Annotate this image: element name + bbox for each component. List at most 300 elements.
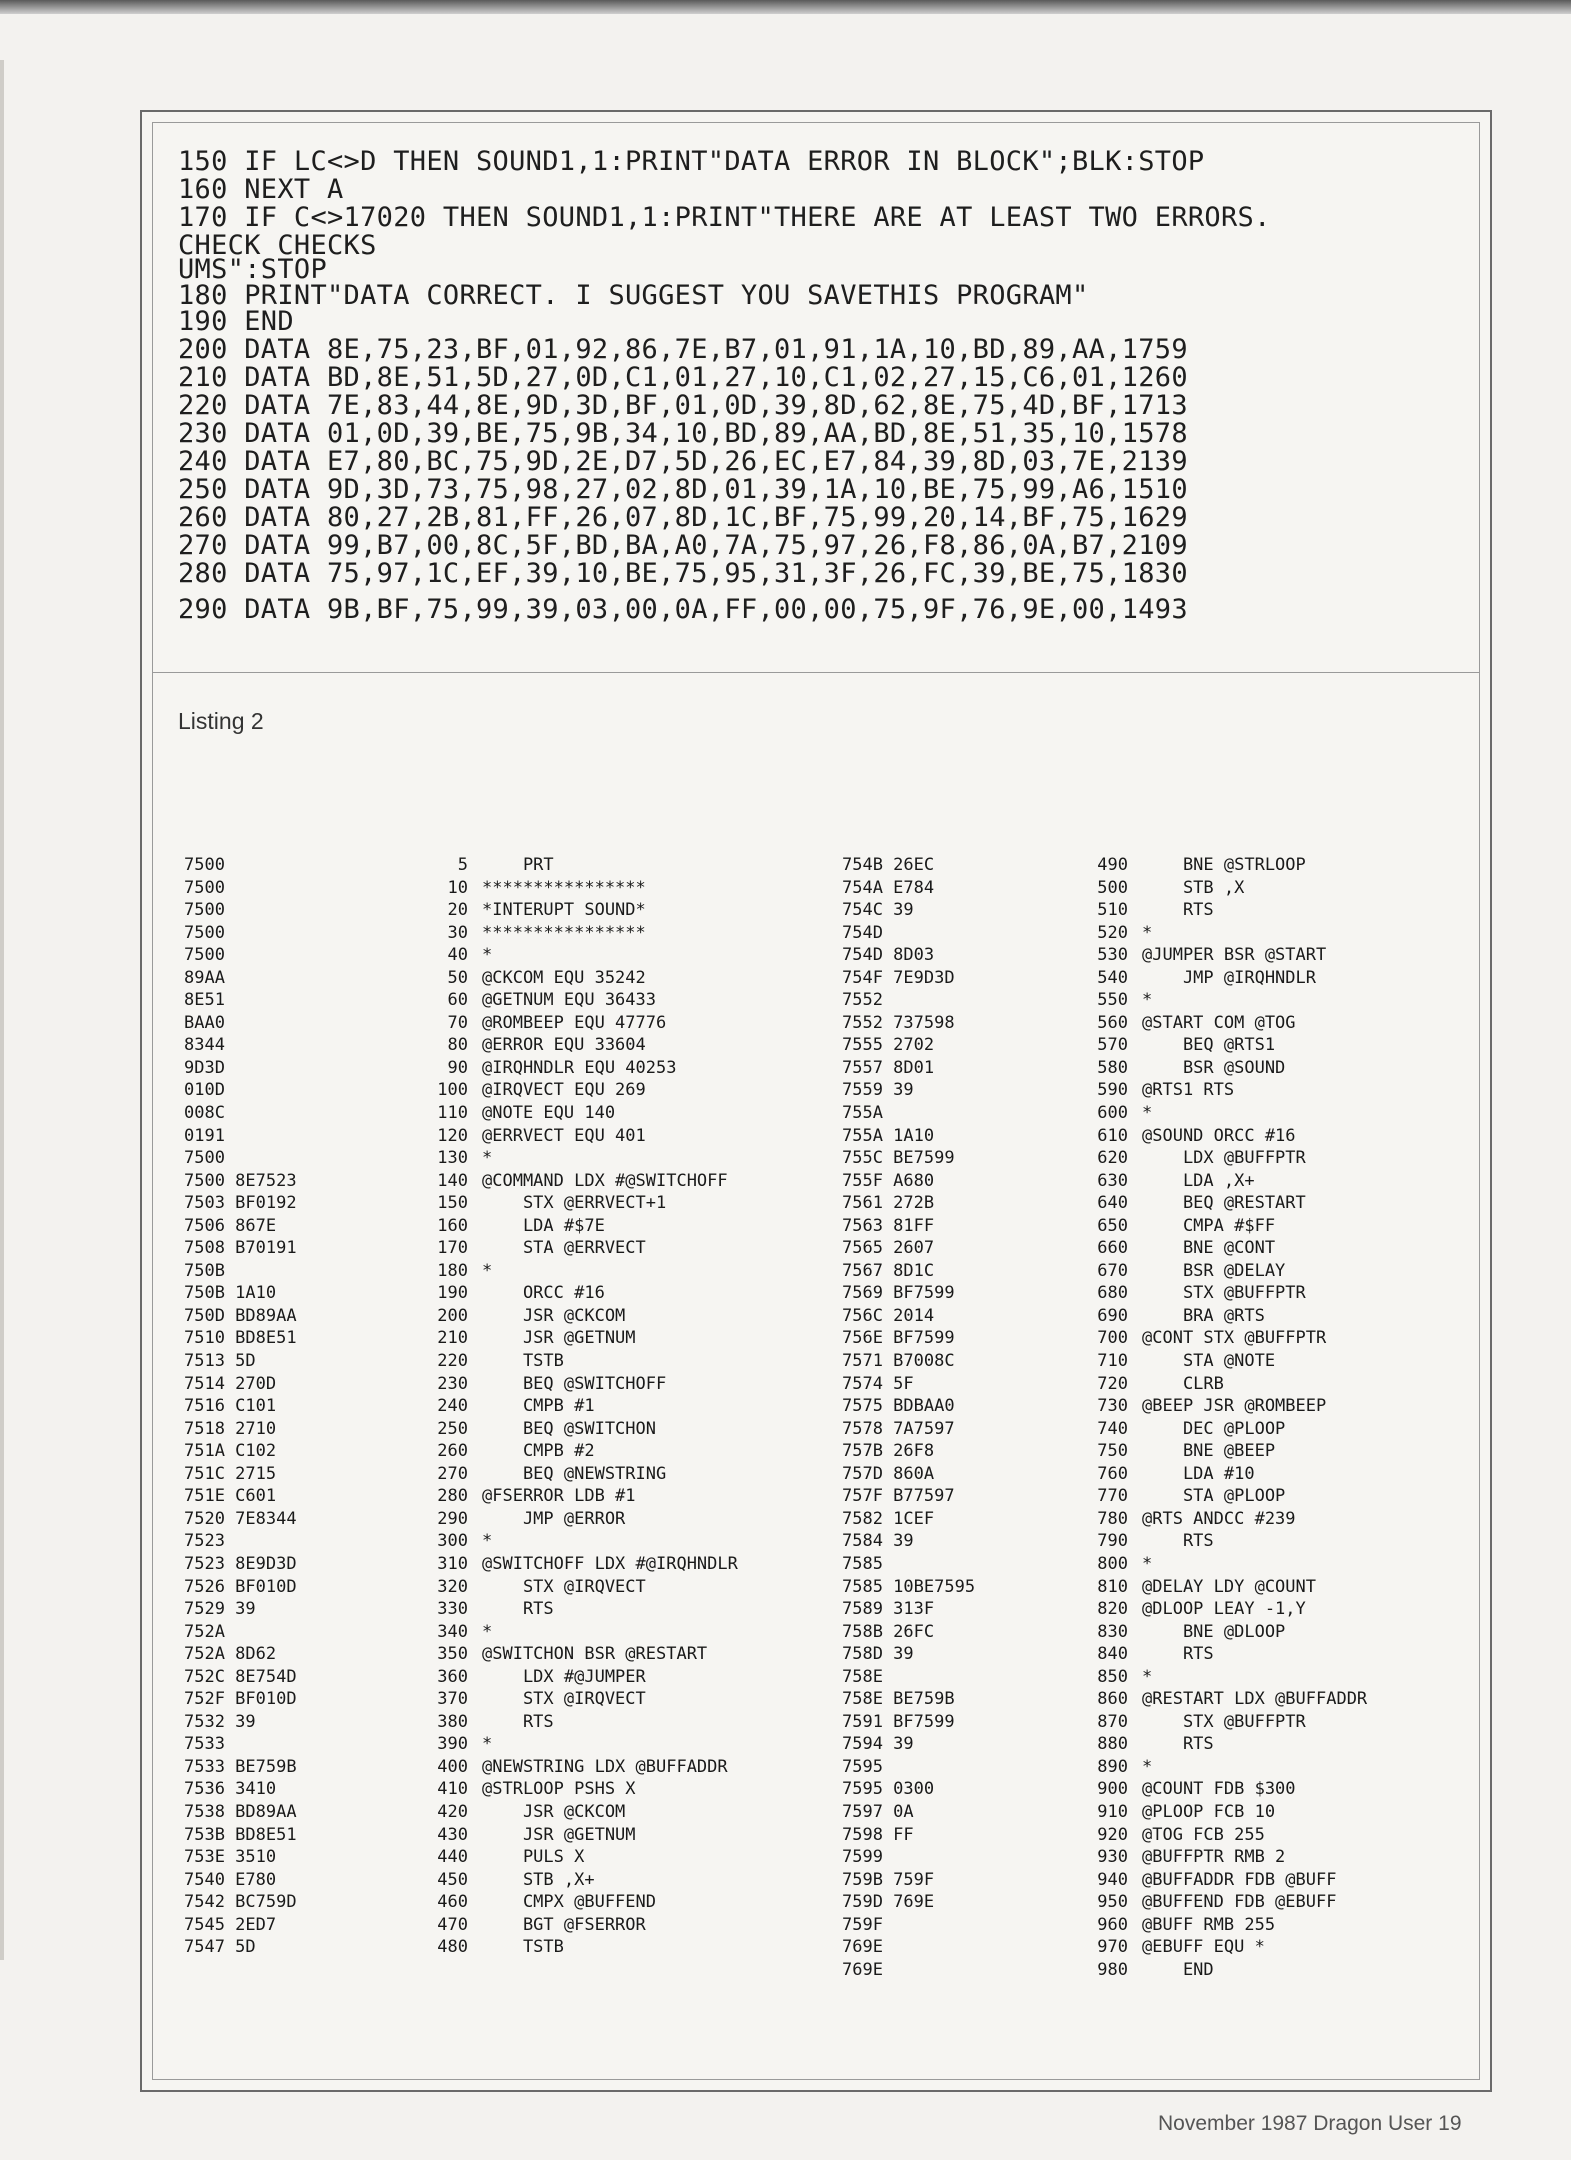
basic-line: 180 PRINT"DATA CORRECT. I SUGGEST YOU SAVETHIS PROGRAM" (178, 280, 1089, 311)
source-text: @COUNT FDB $300 (1142, 1779, 1296, 1800)
source-text: @GETNUM EQU 36433 (482, 990, 656, 1011)
address-row: 7584 39 (842, 1531, 914, 1552)
source-row (1072, 1102, 1492, 1125)
source-text: * (1142, 1666, 1153, 1687)
line-number: 310 (437, 1553, 468, 1574)
address-row: 7526 BF010D (184, 1576, 297, 1597)
source-text: STB ,X (1142, 877, 1245, 898)
basic-line: 290 DATA 9B,BF,75,99,39,03,00,0A,FF,00,00,75,9F,76,9E,00,1493 (178, 594, 1188, 625)
line-number: 490 (1097, 855, 1128, 875)
line-number: 420 (437, 1801, 468, 1822)
source-row (412, 1914, 832, 1937)
address-row: 7571 B7008C (842, 1351, 955, 1372)
line-number: 820 (1097, 1599, 1128, 1620)
address-row: 010D (184, 1080, 225, 1101)
line-number: 840 (1097, 1644, 1128, 1665)
address-row: 7500 8E7523 (184, 1170, 297, 1191)
line-number: 100 (437, 1080, 468, 1101)
source-text: RTS (1142, 900, 1214, 921)
source-row (1072, 1440, 1492, 1463)
line-number: 510 (1097, 900, 1128, 921)
source-row (1072, 1756, 1492, 1779)
address-row: 755A (842, 1103, 883, 1124)
address-row: 752A (184, 1621, 225, 1642)
line-number: 760 (1097, 1463, 1128, 1484)
source-row (1072, 1373, 1492, 1396)
address-row: 7582 1CEF (842, 1508, 935, 1529)
line-number: 350 (437, 1644, 468, 1665)
line-number: 400 (437, 1756, 468, 1777)
source-text: BEQ @RESTART (1142, 1193, 1306, 1214)
source-text: * (482, 945, 493, 966)
source-text: CMPB #1 (482, 1396, 595, 1417)
source-text: @JUMPER BSR @START (1142, 945, 1327, 966)
line-number: 280 (437, 1486, 468, 1507)
source-row (1072, 1914, 1492, 1937)
source-text: STA @NOTE (1142, 1351, 1276, 1372)
address-row: 8E51 (184, 990, 225, 1011)
basic-line: 280 DATA 75,97,1C,EF,39,10,BE,75,95,31,3F,26,FC,39,BE,75,1830 (178, 558, 1188, 589)
source-row (412, 1327, 832, 1350)
source-text: JMP @IRQHNDLR (1142, 967, 1316, 988)
address-row: 7533 (184, 1734, 225, 1755)
line-number: 170 (437, 1238, 468, 1259)
line-number: 30 (447, 922, 468, 943)
scan-left-edge (0, 60, 4, 1960)
source-text: @BUFFADDR FDB @BUFF (1142, 1869, 1337, 1890)
address-row: 757F B77597 (842, 1486, 955, 1507)
source-text: STX @ERRVECT+1 (482, 1193, 667, 1214)
source-row (1072, 1666, 1492, 1689)
source-column-1 (412, 854, 832, 1959)
source-text: * (1142, 1103, 1153, 1124)
line-number: 610 (1097, 1125, 1128, 1146)
source-text: CMPB #2 (482, 1441, 595, 1462)
source-row (1072, 1711, 1492, 1734)
address-row: 7503 BF0192 (184, 1193, 297, 1214)
address-row: 751E C601 (184, 1486, 277, 1507)
line-number: 950 (1097, 1892, 1128, 1913)
source-row (1072, 1801, 1492, 1824)
source-row (1072, 944, 1492, 967)
address-row: 7500 (184, 900, 225, 921)
source-text: @CKCOM EQU 35242 (482, 967, 646, 988)
source-row (412, 1824, 832, 1847)
source-row (1072, 899, 1492, 922)
address-row: 7533 BE759B (184, 1756, 297, 1777)
source-row (412, 1102, 832, 1125)
line-number: 690 (1097, 1305, 1128, 1326)
address-row: 7536 3410 (184, 1779, 277, 1800)
source-row (412, 1282, 832, 1305)
source-text: JSR @GETNUM (482, 1824, 636, 1845)
line-number: 50 (447, 967, 468, 988)
address-row: 7585 (842, 1553, 883, 1574)
line-number: 110 (437, 1103, 468, 1124)
source-row (1072, 1237, 1492, 1260)
line-number: 960 (1097, 1914, 1128, 1935)
source-row (1072, 1643, 1492, 1666)
source-row (412, 1711, 832, 1734)
source-row (412, 1576, 832, 1599)
source-text: ORCC #16 (482, 1283, 605, 1304)
line-number: 460 (437, 1892, 468, 1913)
source-row (1072, 1869, 1492, 1892)
address-row: 7500 (184, 922, 225, 943)
line-number: 560 (1097, 1012, 1128, 1033)
line-number: 80 (447, 1035, 468, 1056)
source-row (1072, 1824, 1492, 1847)
source-text: @NEWSTRING LDX @BUFFADDR (482, 1756, 728, 1777)
line-number: 980 (1097, 1959, 1128, 1980)
source-row (1072, 1463, 1492, 1486)
source-text: * (482, 1621, 493, 1642)
source-text: * (1142, 1553, 1153, 1574)
source-row (412, 1305, 832, 1328)
source-row (1072, 1891, 1492, 1914)
line-number: 530 (1097, 945, 1128, 966)
source-text: RTS (1142, 1734, 1214, 1755)
source-text: * (1142, 1756, 1153, 1777)
address-row: 757D 860A (842, 1463, 935, 1484)
source-text: BEQ @SWITCHOFF (482, 1373, 667, 1394)
source-row (412, 1395, 832, 1418)
address-row: 7595 0300 (842, 1779, 935, 1800)
source-text: PULS X (482, 1847, 585, 1868)
source-text: **************** (482, 922, 646, 943)
source-text: @DELAY LDY @COUNT (1142, 1576, 1316, 1597)
address-row: 7567 8D1C (842, 1260, 935, 1281)
address-row: 7523 (184, 1531, 225, 1552)
address-row: 7516 C101 (184, 1396, 277, 1417)
source-text: @FSERROR LDB #1 (482, 1486, 636, 1507)
line-number: 480 (437, 1937, 468, 1958)
address-row: 7540 E780 (184, 1869, 277, 1890)
line-number: 590 (1097, 1080, 1128, 1101)
address-row: 754B 26EC (842, 855, 935, 875)
line-number: 150 (437, 1193, 468, 1214)
source-row (412, 1192, 832, 1215)
source-text: BNE @BEEP (1142, 1441, 1276, 1462)
source-row (412, 1418, 832, 1441)
source-row (1072, 1576, 1492, 1599)
address-row: 7591 BF7599 (842, 1711, 955, 1732)
source-row (412, 1936, 832, 1959)
address-row: 754C 39 (842, 900, 914, 921)
source-text: * (482, 1148, 493, 1169)
source-row (1072, 1846, 1492, 1869)
line-number: 430 (437, 1824, 468, 1845)
source-row (412, 1463, 832, 1486)
line-number: 120 (437, 1125, 468, 1146)
line-number: 700 (1097, 1328, 1128, 1349)
source-text: BEQ @SWITCHON (482, 1418, 656, 1439)
source-row (1072, 1170, 1492, 1193)
source-row (1072, 1688, 1492, 1711)
line-number: 620 (1097, 1148, 1128, 1169)
source-row (1072, 1282, 1492, 1305)
address-row: 752A 8D62 (184, 1644, 277, 1665)
source-row (412, 1350, 832, 1373)
source-text: JSR @GETNUM (482, 1328, 636, 1349)
source-row (412, 854, 832, 877)
source-row (412, 922, 832, 945)
source-text: JMP @ERROR (482, 1508, 626, 1529)
basic-line: 230 DATA 01,0D,39,BE,75,9B,34,10,BD,89,AA,BD,8E,51,35,10,1578 (178, 418, 1188, 449)
source-text: STX @BUFFPTR (1142, 1711, 1306, 1732)
source-row (412, 1891, 832, 1914)
source-text: END (1142, 1959, 1214, 1980)
source-text: LDX #@JUMPER (482, 1666, 646, 1687)
line-number: 730 (1097, 1396, 1128, 1417)
line-number: 640 (1097, 1193, 1128, 1214)
source-text: LDA ,X+ (1142, 1170, 1255, 1191)
line-number: 230 (437, 1373, 468, 1394)
address-row: 7595 (842, 1756, 883, 1777)
address-row: 89AA (184, 967, 225, 988)
source-row (1072, 1959, 1492, 1982)
source-text: LDA #$7E (482, 1215, 605, 1236)
source-text: LDA #10 (1142, 1463, 1255, 1484)
basic-line: 200 DATA 8E,75,23,BF,01,92,86,7E,B7,01,91,1A,10,BD,89,AA,1759 (178, 334, 1188, 365)
source-text: PRT (482, 855, 554, 875)
basic-line: 170 IF C<>17020 THEN SOUND1,1:PRINT"THERE ARE AT LEAST TWO ERRORS. (178, 202, 1271, 233)
source-text: BNE @DLOOP (1142, 1621, 1286, 1642)
address-column-1 (184, 854, 444, 1959)
source-row (1072, 1508, 1492, 1531)
address-column-2 (842, 854, 1072, 1981)
listing-frame (140, 110, 1492, 2092)
source-row (1072, 989, 1492, 1012)
line-number: 580 (1097, 1057, 1128, 1078)
source-text: BNE @STRLOOP (1142, 855, 1306, 875)
line-number: 220 (437, 1351, 468, 1372)
line-number: 920 (1097, 1824, 1128, 1845)
listing-title: Listing 2 (178, 708, 264, 734)
basic-line: 160 NEXT A (178, 174, 344, 205)
line-number: 790 (1097, 1531, 1128, 1552)
line-number: 810 (1097, 1576, 1128, 1597)
address-row: 753E 3510 (184, 1847, 277, 1868)
source-text: @RESTART LDX @BUFFADDR (1142, 1689, 1368, 1710)
address-row: 756E BF7599 (842, 1328, 955, 1349)
source-text: RTS (1142, 1531, 1214, 1552)
line-number: 260 (437, 1441, 468, 1462)
address-row: 754D 8D03 (842, 945, 935, 966)
source-text: DEC @PLOOP (1142, 1418, 1286, 1439)
address-row: 7500 (184, 855, 225, 875)
source-text: @SWITCHON BSR @RESTART (482, 1644, 708, 1665)
source-row (1072, 1778, 1492, 1801)
address-row: 754F 7E9D3D (842, 967, 955, 988)
address-row: 769E (842, 1959, 883, 1980)
address-row: 7563 81FF (842, 1215, 935, 1236)
source-text: BEQ @NEWSTRING (482, 1463, 667, 1484)
source-row (1072, 1192, 1492, 1215)
line-number: 200 (437, 1305, 468, 1326)
source-text: @IRQVECT EQU 269 (482, 1080, 646, 1101)
source-text: BEQ @RTS1 (1142, 1035, 1276, 1056)
basic-line: 270 DATA 99,B7,00,8C,5F,BD,BA,A0,7A,75,97,26,F8,86,0A,B7,2109 (178, 530, 1188, 561)
source-text: @EBUFF EQU * (1142, 1937, 1265, 1958)
address-row: 7561 272B (842, 1193, 935, 1214)
source-row (1072, 1395, 1492, 1418)
line-number: 650 (1097, 1215, 1128, 1236)
source-text: BNE @CONT (1142, 1238, 1276, 1259)
source-text: RTS (482, 1711, 554, 1732)
source-text: CMPX @BUFFEND (482, 1892, 656, 1913)
line-number: 410 (437, 1779, 468, 1800)
source-text: @CONT STX @BUFFPTR (1142, 1328, 1327, 1349)
line-number: 5 (457, 855, 468, 875)
address-row: 7529 39 (184, 1599, 256, 1620)
source-text: @STRLOOP PSHS X (482, 1779, 636, 1800)
source-text: * (482, 1260, 493, 1281)
address-row: 759B 759F (842, 1869, 935, 1890)
address-row: 7513 5D (184, 1351, 256, 1372)
source-row (412, 1485, 832, 1508)
basic-line: 260 DATA 80,27,2B,81,FF,26,07,8D,1C,BF,75,99,20,14,BF,75,1629 (178, 502, 1188, 533)
address-row: 759F (842, 1914, 883, 1935)
line-number: 320 (437, 1576, 468, 1597)
source-row (1072, 1057, 1492, 1080)
source-row (412, 1756, 832, 1779)
address-row: 755F A680 (842, 1170, 935, 1191)
basic-line: UMS":STOP (178, 254, 327, 285)
address-row: 7565 2607 (842, 1238, 935, 1259)
address-row: 7545 2ED7 (184, 1914, 277, 1935)
address-row: 758E BE759B (842, 1689, 955, 1710)
line-number: 890 (1097, 1756, 1128, 1777)
source-row (412, 1079, 832, 1102)
source-row (1072, 1215, 1492, 1238)
address-row: 7598 FF (842, 1824, 914, 1845)
line-number: 680 (1097, 1283, 1128, 1304)
line-number: 780 (1097, 1508, 1128, 1529)
source-row (412, 1553, 832, 1576)
source-row (412, 1237, 832, 1260)
source-text: STA @PLOOP (1142, 1486, 1286, 1507)
basic-line: 210 DATA BD,8E,51,5D,27,0D,C1,01,27,10,C1,02,27,15,C6,01,1260 (178, 362, 1188, 393)
line-number: 300 (437, 1531, 468, 1552)
address-row: 7552 (842, 990, 883, 1011)
line-number: 380 (437, 1711, 468, 1732)
source-text: CLRB (1142, 1373, 1224, 1394)
address-row: 7520 7E8344 (184, 1508, 297, 1529)
line-number: 670 (1097, 1260, 1128, 1281)
line-number: 370 (437, 1689, 468, 1710)
source-row (412, 1621, 832, 1644)
source-row (1072, 877, 1492, 900)
line-number: 570 (1097, 1035, 1128, 1056)
source-text: @NOTE EQU 140 (482, 1103, 616, 1124)
line-number: 20 (447, 900, 468, 921)
line-number: 240 (437, 1396, 468, 1417)
source-row (412, 1147, 832, 1170)
source-text: STX @IRQVECT (482, 1576, 646, 1597)
line-number: 710 (1097, 1351, 1128, 1372)
source-text: @RTS ANDCC #239 (1142, 1508, 1296, 1529)
line-number: 40 (447, 945, 468, 966)
source-row (1072, 1012, 1492, 1035)
line-number: 440 (437, 1847, 468, 1868)
address-row: 769E (842, 1937, 883, 1958)
source-text: BRA @RTS (1142, 1305, 1265, 1326)
address-row: 7506 867E (184, 1215, 277, 1236)
line-number: 770 (1097, 1486, 1128, 1507)
source-row (412, 899, 832, 922)
source-text: @ERRVECT EQU 401 (482, 1125, 646, 1146)
address-row: 7552 737598 (842, 1012, 955, 1033)
source-text: * (1142, 922, 1153, 943)
line-number: 140 (437, 1170, 468, 1191)
address-row: 752C 8E754D (184, 1666, 297, 1687)
source-text: STB ,X+ (482, 1869, 595, 1890)
source-text: BSR @DELAY (1142, 1260, 1286, 1281)
source-row (1072, 1485, 1492, 1508)
address-row: BAA0 (184, 1012, 225, 1033)
address-row: 755A 1A10 (842, 1125, 935, 1146)
source-row (412, 1260, 832, 1283)
source-row (412, 944, 832, 967)
line-number: 250 (437, 1418, 468, 1439)
address-row: 0191 (184, 1125, 225, 1146)
address-row: 751C 2715 (184, 1463, 277, 1484)
line-number: 130 (437, 1148, 468, 1169)
source-text: @BUFFPTR RMB 2 (1142, 1847, 1286, 1868)
address-row: 750D BD89AA (184, 1305, 297, 1326)
source-text: * (482, 1734, 493, 1755)
section-divider (152, 672, 1480, 673)
source-text: @PLOOP FCB 10 (1142, 1801, 1276, 1822)
line-number: 970 (1097, 1937, 1128, 1958)
source-row (412, 1778, 832, 1801)
line-number: 450 (437, 1869, 468, 1890)
source-text: @BEEP JSR @ROMBEEP (1142, 1396, 1327, 1417)
line-number: 360 (437, 1666, 468, 1687)
source-row (412, 1012, 832, 1035)
source-row (412, 1530, 832, 1553)
address-row: 750B 1A10 (184, 1283, 277, 1304)
line-number: 270 (437, 1463, 468, 1484)
address-row: 7518 2710 (184, 1418, 277, 1439)
line-number: 880 (1097, 1734, 1128, 1755)
line-number: 930 (1097, 1847, 1128, 1868)
source-row (1072, 1147, 1492, 1170)
source-row (412, 1801, 832, 1824)
address-row: 7569 BF7599 (842, 1283, 955, 1304)
address-row: 8344 (184, 1035, 225, 1056)
source-row (412, 1034, 832, 1057)
address-row: 758B 26FC (842, 1621, 935, 1642)
address-row: 7538 BD89AA (184, 1801, 297, 1822)
basic-line: 250 DATA 9D,3D,73,75,98,27,02,8D,01,39,1A,10,BE,75,99,A6,1510 (178, 474, 1188, 505)
line-number: 10 (447, 877, 468, 898)
line-number: 500 (1097, 877, 1128, 898)
source-text: @COMMAND LDX #@SWITCHOFF (482, 1170, 728, 1191)
source-text: JSR @CKCOM (482, 1801, 626, 1822)
address-row: 752F BF010D (184, 1689, 297, 1710)
source-row (412, 1869, 832, 1892)
address-row: 7578 7A7597 (842, 1418, 955, 1439)
address-row: 7559 39 (842, 1080, 914, 1101)
source-row (412, 1733, 832, 1756)
line-number: 190 (437, 1283, 468, 1304)
source-row (1072, 1553, 1492, 1576)
source-text: * (482, 1531, 493, 1552)
source-row (412, 1643, 832, 1666)
line-number: 470 (437, 1914, 468, 1935)
